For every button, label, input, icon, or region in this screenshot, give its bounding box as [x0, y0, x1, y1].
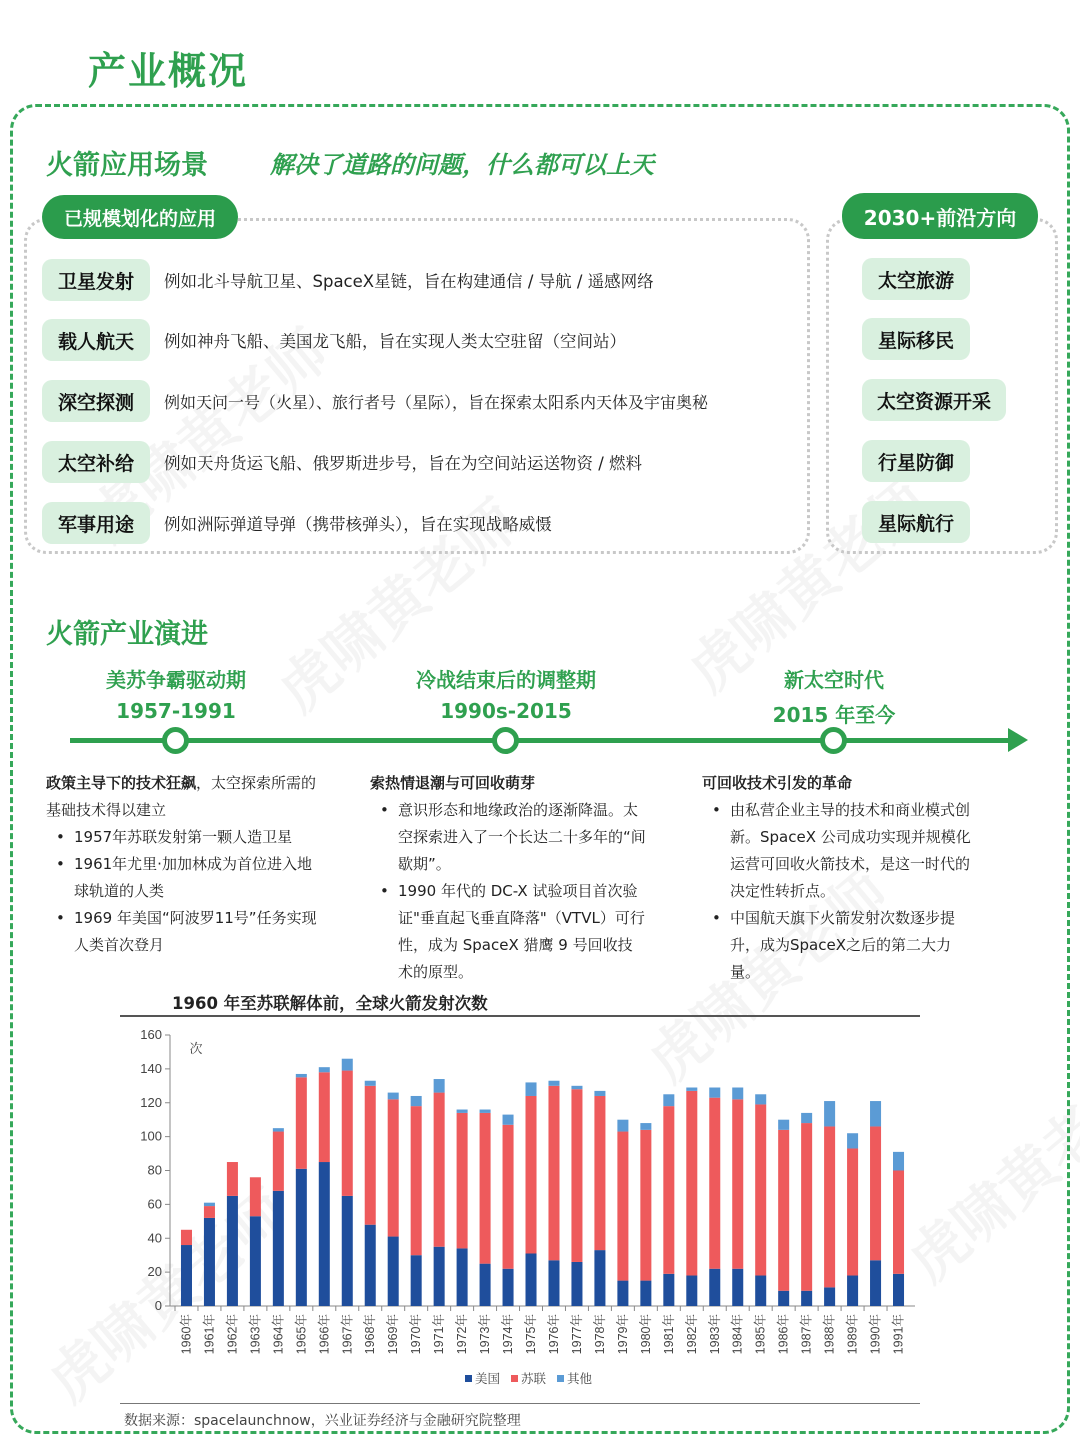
future-tag: 星际航行	[862, 501, 970, 543]
timeline-line	[70, 738, 1018, 743]
bar-segment	[663, 1094, 674, 1106]
bar-segment	[273, 1191, 284, 1306]
application-desc: 例如洲际弹道导弹（携带核弹头），旨在实现战略威慑	[164, 515, 552, 534]
bar-segment	[273, 1132, 284, 1191]
application-row	[42, 439, 642, 485]
bar-segment	[342, 1059, 353, 1071]
bar-segment	[457, 1113, 468, 1249]
era-name: 冷战结束后的调整期	[416, 668, 596, 692]
bar-segment	[342, 1071, 353, 1196]
x-tick-label: 1977年	[569, 1314, 584, 1355]
bar-segment	[526, 1253, 537, 1306]
y-tick-label: 140	[140, 1060, 162, 1076]
bar-segment	[801, 1123, 812, 1291]
x-tick-label: 1971年	[432, 1314, 447, 1355]
x-tick-label: 1986年	[776, 1314, 791, 1355]
application-desc: 例如神舟飞船、美国龙飞船，旨在实现人类太空驻留（空间站）	[164, 332, 626, 351]
legend-label: 苏联	[521, 1372, 547, 1386]
bar-segment	[571, 1086, 582, 1089]
bar-segment	[755, 1276, 766, 1306]
bar-segment	[870, 1260, 881, 1306]
future-tag: 太空旅游	[862, 258, 970, 300]
x-tick-label: 1962年	[225, 1314, 240, 1355]
chart-bottom-rule	[120, 1403, 920, 1404]
bar-segment	[640, 1123, 651, 1130]
bar-segment	[250, 1216, 261, 1306]
x-tick-label: 1984年	[730, 1314, 745, 1355]
bar-segment	[640, 1281, 651, 1306]
bar-segment	[319, 1072, 330, 1162]
legend-swatch	[557, 1375, 564, 1382]
application-tag: 深空探测	[42, 380, 150, 422]
bar-segment	[778, 1291, 789, 1306]
bar-segment	[434, 1079, 445, 1093]
bar-segment	[503, 1125, 514, 1269]
bar-segment	[870, 1101, 881, 1126]
x-tick-label: 1985年	[753, 1314, 768, 1355]
future-tag: 太空资源开采	[862, 379, 1006, 421]
chart-top-rule	[120, 1015, 920, 1017]
scaled-applications-header: 已规模划化的应用	[42, 195, 238, 239]
x-tick-label: 1983年	[707, 1314, 722, 1355]
era-years: 1957-1991	[116, 699, 236, 723]
bar-segment	[204, 1218, 215, 1306]
application-desc: 例如天舟货运飞船、俄罗斯进步号，旨在为空间站运送物资 / 燃料	[164, 454, 643, 473]
application-tag: 军事用途	[42, 502, 150, 544]
era-years: 2015 年至今	[772, 703, 896, 727]
y-tick-label: 0	[154, 1298, 162, 1313]
bar-segment	[801, 1291, 812, 1306]
bar-segment	[801, 1113, 812, 1123]
era-headline: 可回收技术引发的革命	[702, 774, 853, 792]
chart-title: 1960 年至苏联解体前，全球火箭发射次数	[172, 994, 488, 1013]
bar-segment	[480, 1110, 491, 1113]
x-tick-label: 1988年	[822, 1314, 837, 1355]
x-tick-label: 1989年	[845, 1314, 860, 1355]
x-tick-label: 1982年	[684, 1314, 699, 1355]
bar-segment	[893, 1171, 904, 1274]
x-tick-label: 1972年	[455, 1314, 470, 1355]
bar-segment	[227, 1162, 238, 1196]
bar-segment	[388, 1093, 399, 1100]
x-tick-label: 1987年	[799, 1314, 814, 1355]
bar-segment	[594, 1250, 605, 1306]
bar-segment	[893, 1274, 904, 1306]
era-name: 美苏争霸驱动期	[106, 668, 246, 692]
bar-segment	[411, 1096, 422, 1106]
legend-label: 美国	[475, 1372, 501, 1386]
era-headline: 政策主导下的技术狂飙	[46, 774, 197, 792]
y-tick-label: 20	[147, 1264, 162, 1280]
era-bullet: • 由私营企业主导的技术和商业模式创新。SpaceX 公司成功实现并规模化运营可回收火箭技术，是这一时代的决定性转折点。	[702, 797, 972, 905]
bar-segment	[526, 1096, 537, 1254]
bar-segment	[411, 1106, 422, 1255]
era-detail	[46, 770, 326, 959]
bar-segment	[388, 1237, 399, 1306]
bar-segment	[480, 1113, 491, 1264]
x-tick-label: 1978年	[592, 1314, 607, 1355]
bar-segment	[365, 1225, 376, 1306]
x-tick-label: 1974年	[501, 1314, 516, 1355]
bar-segment	[778, 1120, 789, 1130]
section-title-application: 火箭应用场景	[46, 150, 208, 181]
bar-segment	[686, 1276, 697, 1306]
section-subtitle-application: 解决了道路的问题，什么都可以上天	[270, 151, 654, 179]
timeline-node	[492, 727, 519, 754]
future-tag: 星际移民	[862, 318, 970, 360]
application-tag: 太空补给	[42, 441, 150, 483]
bar-segment	[434, 1093, 445, 1247]
x-tick-label: 1970年	[409, 1314, 424, 1355]
bar-segment	[824, 1101, 835, 1126]
application-row	[42, 317, 626, 363]
bar-segment	[824, 1126, 835, 1287]
bar-segment	[847, 1133, 858, 1148]
x-tick-label: 1967年	[340, 1314, 355, 1355]
future-directions-header: 2030+前沿方向	[842, 193, 1038, 239]
legend-swatch	[511, 1375, 518, 1382]
timeline-arrow-icon	[1008, 728, 1028, 752]
bar-segment	[480, 1264, 491, 1306]
bar-segment	[227, 1196, 238, 1306]
section-title-evolution: 火箭产业演进	[46, 619, 208, 650]
bar-segment	[755, 1094, 766, 1104]
bar-segment	[526, 1082, 537, 1096]
bar-segment	[319, 1067, 330, 1072]
bar-segment	[204, 1206, 215, 1218]
timeline-node	[162, 727, 189, 754]
x-tick-label: 1964年	[271, 1314, 286, 1355]
era-headline: 索热情退潮与可回收萌芽	[370, 774, 536, 792]
application-desc: 例如天问一号（火星）、旅行者号（星际），旨在探索太阳系内天体及宇宙奥秘	[164, 392, 709, 412]
launch-chart	[120, 1018, 920, 1403]
bar-segment	[296, 1169, 307, 1306]
x-tick-label: 1979年	[615, 1314, 630, 1355]
application-desc: 例如北斗导航卫星、SpaceX星链，旨在构建通信 / 导航 / 遥感网络	[164, 272, 654, 291]
bar-segment	[273, 1128, 284, 1131]
application-tag: 载人航天	[42, 319, 150, 361]
bar-segment	[893, 1152, 904, 1171]
bar-segment	[732, 1099, 743, 1268]
era-name: 新太空时代	[784, 668, 884, 692]
era-bullet: • 1990 年代的 DC-X 试验项目首次验证"垂直起飞垂直降落"（VTVL）可行性，成为 SpaceX 猎鹰 9 号回收技术的原型。	[370, 878, 646, 986]
legend-label: 其他	[567, 1372, 593, 1386]
era-headline-rest: ，太空探索所需的基础技术得以建立	[46, 774, 317, 819]
bar-segment	[503, 1115, 514, 1125]
y-tick-label: 60	[147, 1196, 162, 1212]
bar-segment	[457, 1248, 468, 1306]
x-tick-label: 1965年	[294, 1314, 309, 1355]
y-tick-label: 80	[147, 1162, 162, 1178]
future-tag: 行星防御	[862, 440, 970, 482]
bar-segment	[870, 1126, 881, 1260]
bar-segment	[594, 1091, 605, 1096]
bar-segment	[617, 1132, 628, 1281]
bar-segment	[847, 1276, 858, 1306]
era-bullet: • 中国航天旗下火箭发射次数逐步提升，成为SpaceX之后的第二大力量。	[702, 905, 972, 986]
era-detail	[702, 770, 972, 986]
bar-segment	[250, 1177, 261, 1216]
era-bullet: • 1957年苏联发射第一颗人造卫星	[46, 824, 326, 851]
bar-segment	[296, 1074, 307, 1077]
x-tick-label: 1991年	[891, 1314, 906, 1355]
chart-source: 数据来源：spacelaunchnow，兴业证券经济与金融研究院整理	[124, 1413, 521, 1429]
timeline-node	[820, 727, 847, 754]
bar-segment	[778, 1130, 789, 1291]
x-tick-label: 1961年	[202, 1314, 217, 1355]
bar-segment	[640, 1130, 651, 1281]
bar-segment	[847, 1148, 858, 1275]
era-bullet: • 意识形态和地缘政治的逐渐降温。太空探索进入了一个长达二十多年的“间歇期”。	[370, 797, 646, 878]
legend-swatch	[465, 1375, 472, 1382]
bar-segment	[617, 1281, 628, 1306]
x-tick-label: 1975年	[524, 1314, 539, 1355]
y-tick-label: 100	[140, 1128, 162, 1144]
x-tick-label: 1981年	[661, 1314, 676, 1355]
x-tick-label: 1963年	[248, 1314, 263, 1355]
era-bullet: • 1969 年美国“阿波罗11号”任务实现人类首次登月	[46, 905, 326, 959]
x-tick-label: 1969年	[386, 1314, 401, 1355]
bar-segment	[709, 1088, 720, 1098]
x-tick-label: 1990年	[868, 1314, 883, 1355]
x-tick-label: 1968年	[363, 1314, 378, 1355]
bar-segment	[594, 1096, 605, 1250]
bar-segment	[548, 1081, 559, 1086]
bar-segment	[686, 1088, 697, 1091]
application-row	[42, 257, 654, 303]
bar-segment	[617, 1120, 628, 1132]
x-tick-label: 1960年	[179, 1314, 194, 1355]
x-tick-label: 1980年	[638, 1314, 653, 1355]
bar-segment	[755, 1104, 766, 1275]
bar-segment	[732, 1088, 743, 1100]
bar-segment	[388, 1099, 399, 1236]
bar-segment	[548, 1260, 559, 1306]
bar-segment	[181, 1245, 192, 1306]
bar-segment	[457, 1110, 468, 1113]
y-tick-label: 40	[147, 1230, 162, 1246]
bar-segment	[204, 1203, 215, 1206]
bar-segment	[181, 1230, 192, 1245]
bar-segment	[732, 1269, 743, 1306]
bar-segment	[342, 1196, 353, 1306]
bar-segment	[571, 1089, 582, 1262]
bar-segment	[434, 1247, 445, 1306]
bar-segment	[503, 1269, 514, 1306]
era-years: 1990s-2015	[440, 699, 572, 723]
y-unit-label: 次	[189, 1041, 203, 1056]
bar-segment	[319, 1162, 330, 1306]
y-tick-label: 120	[140, 1094, 162, 1110]
bar-segment	[548, 1086, 559, 1260]
page-title: 产业概况	[88, 49, 249, 93]
bar-segment	[296, 1077, 307, 1168]
era-bullet: • 1961年尤里·加加林成为首位进入地球轨道的人类	[46, 851, 326, 905]
bar-segment	[663, 1274, 674, 1306]
application-row	[42, 378, 708, 424]
bar-segment	[663, 1106, 674, 1274]
bar-segment	[571, 1262, 582, 1306]
bar-segment	[709, 1098, 720, 1269]
bar-segment	[686, 1091, 697, 1276]
application-row	[42, 500, 552, 546]
application-tag: 卫星发射	[42, 259, 150, 301]
x-tick-label: 1966年	[317, 1314, 332, 1355]
bar-segment	[709, 1269, 720, 1306]
x-tick-label: 1976年	[546, 1314, 561, 1355]
era-detail	[370, 770, 646, 986]
bar-segment	[824, 1287, 835, 1306]
bar-segment	[365, 1081, 376, 1086]
bar-segment	[365, 1086, 376, 1225]
y-tick-label: 160	[140, 1027, 162, 1042]
x-tick-label: 1973年	[478, 1314, 493, 1355]
bar-segment	[411, 1255, 422, 1306]
